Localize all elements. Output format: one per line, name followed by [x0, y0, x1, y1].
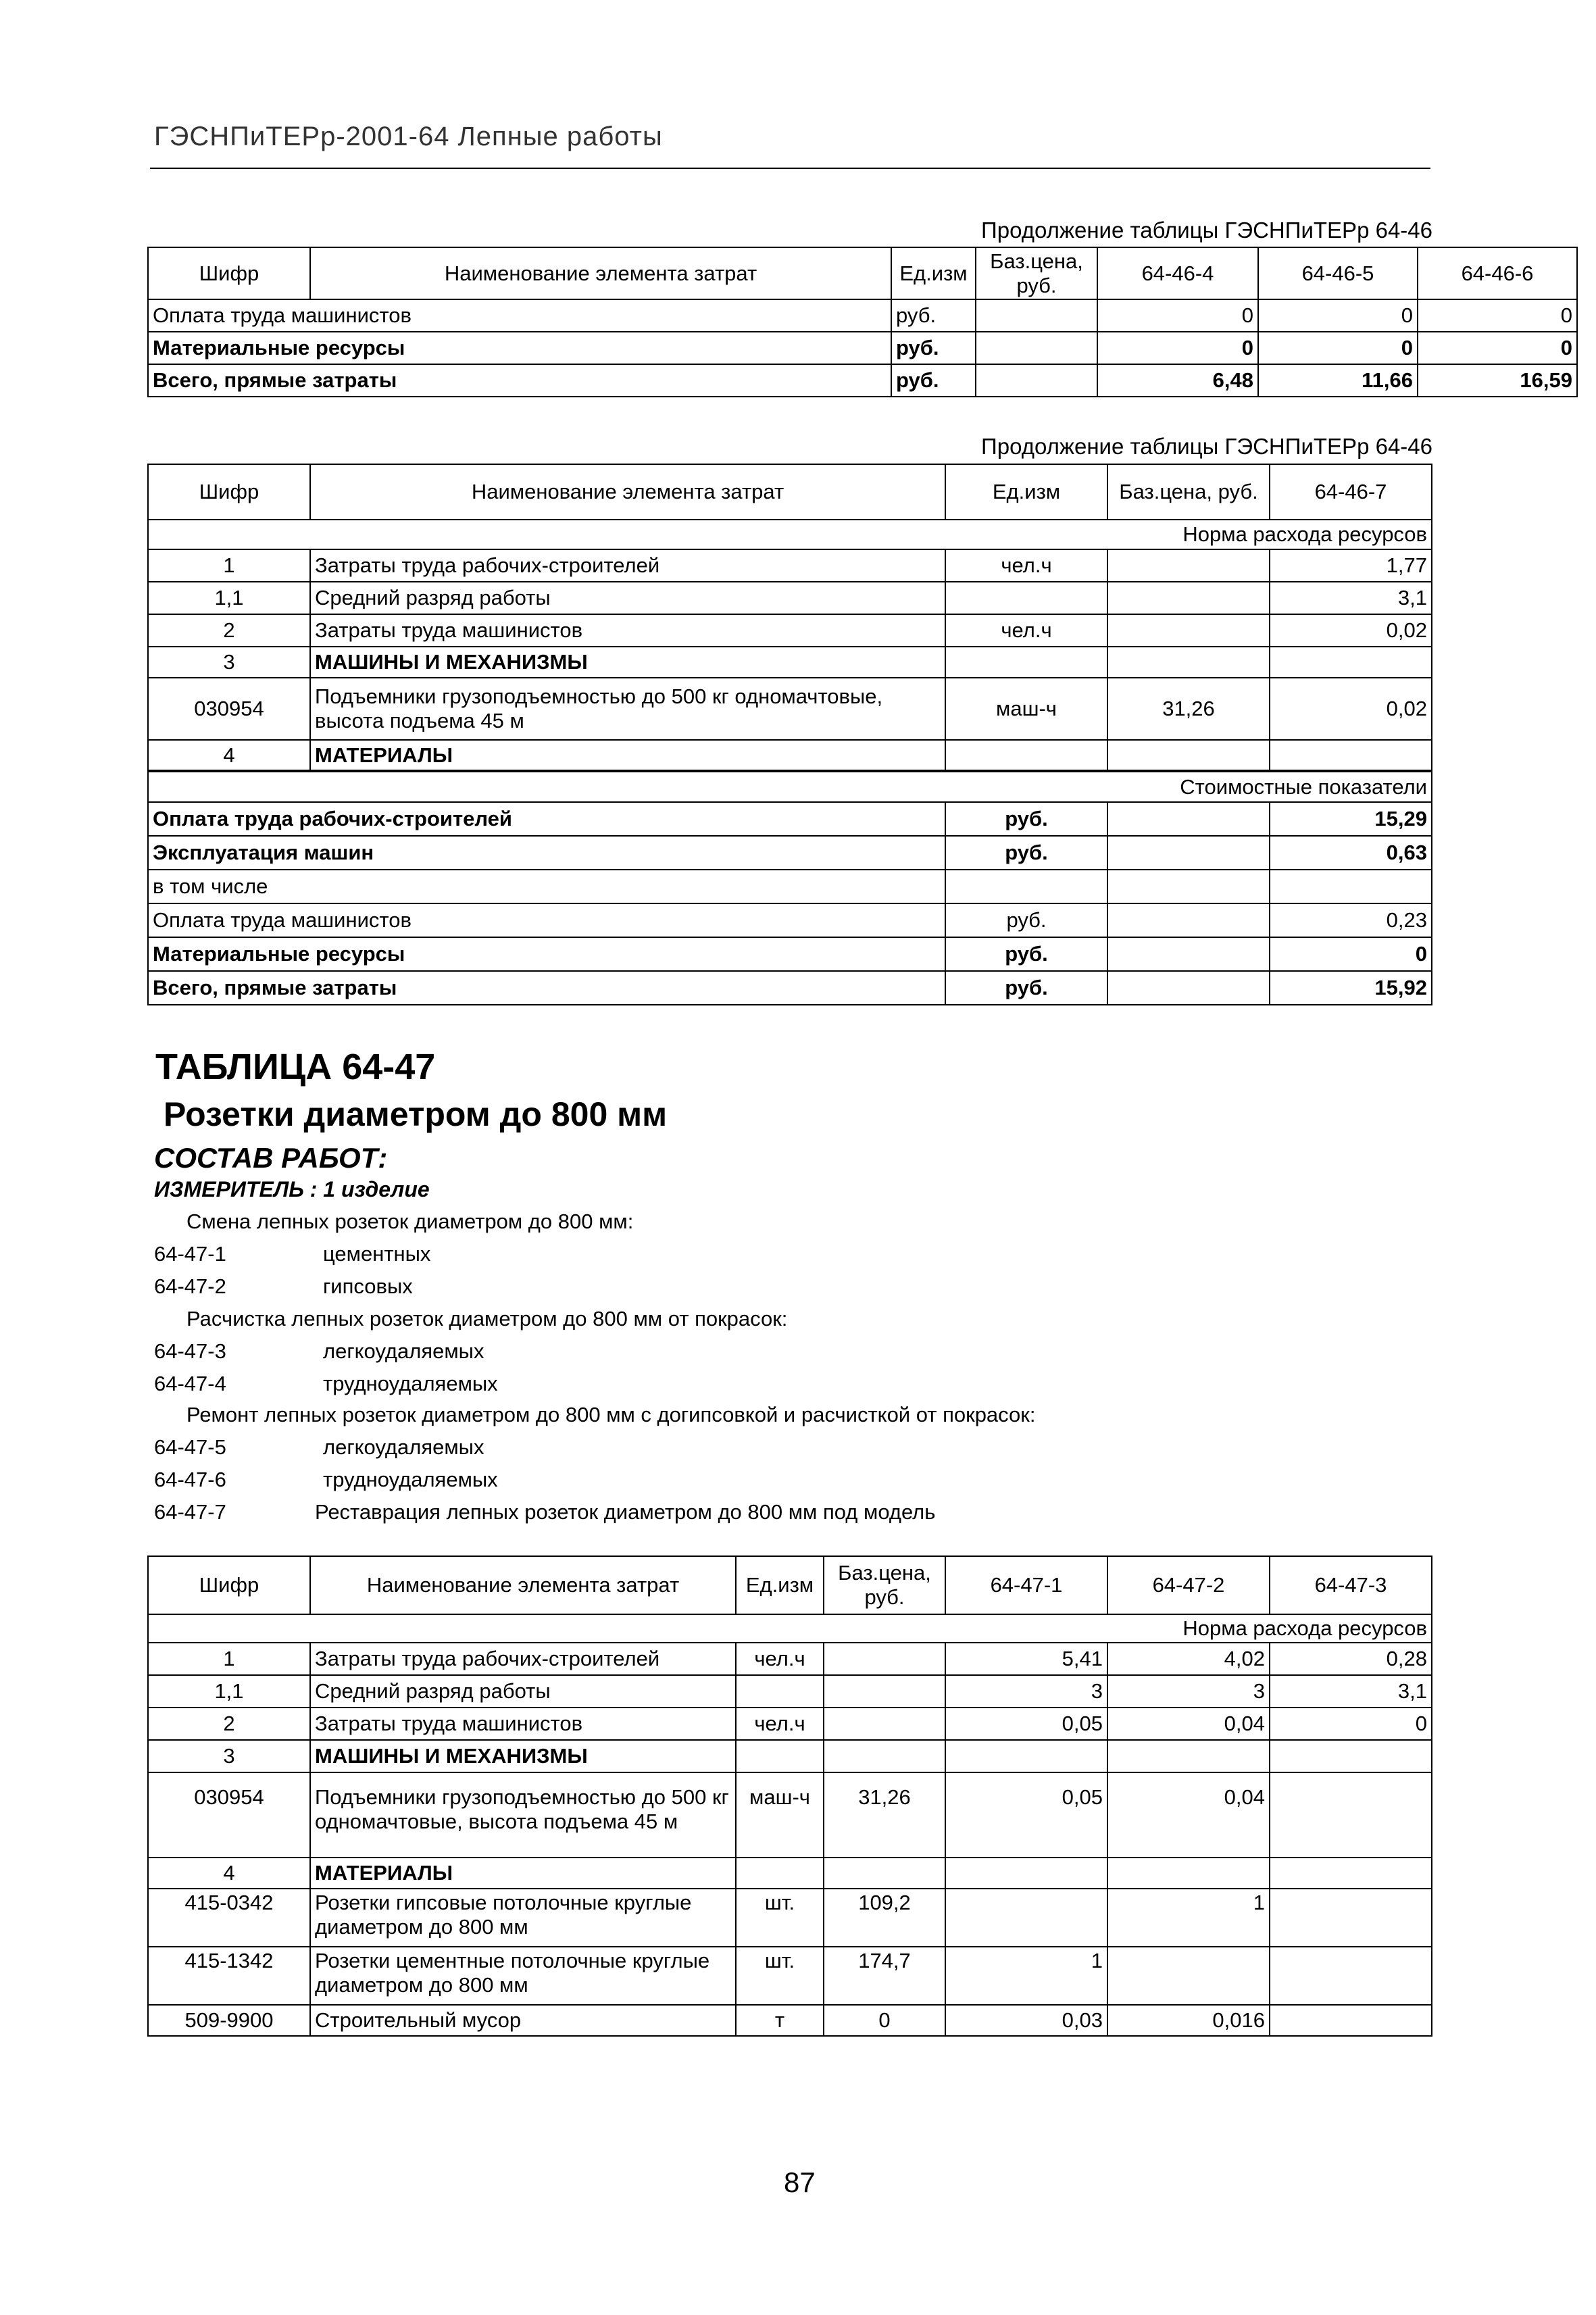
table-row — [148, 1708, 1432, 1740]
cost-row — [148, 971, 1432, 1005]
cost-value: 0,63 — [1270, 836, 1432, 870]
row-name: МАТЕРИАЛЫ — [310, 740, 945, 771]
cost-name: Эксплуатация машин — [148, 836, 945, 870]
row-name: Средний разряд работы — [310, 1675, 736, 1708]
row-value — [1270, 740, 1432, 771]
row-unit: чел.ч — [945, 549, 1107, 582]
col-64-46-7: 64-46-7 — [1270, 464, 1432, 520]
row-name: МАШИНЫ И МЕХАНИЗМЫ — [310, 1740, 736, 1772]
table1-caption: Продолжение таблицы ГЭСНПиТЕРр 64-46 — [981, 218, 1432, 243]
row-name: Розетки цементные потолочные круглые диаметром до 800 мм — [310, 1947, 736, 2005]
row-price: 0 — [824, 2005, 945, 2036]
cost-value: 0,23 — [1270, 903, 1432, 937]
row-unit: чел.ч — [736, 1708, 824, 1740]
row-code: 030954 — [148, 1772, 310, 1858]
cost-label: Стоимостные показатели — [148, 771, 1432, 802]
row-value: 4,02 — [1107, 1643, 1270, 1675]
work-code: 64-47-1 — [154, 1242, 226, 1266]
cost-unit: руб. — [945, 802, 1107, 836]
norm-label: Норма расхода ресурсов — [148, 520, 1432, 549]
row-value — [1270, 2005, 1432, 2036]
row-unit — [736, 1740, 824, 1772]
table-row — [148, 549, 1432, 582]
cost-name: в том числе — [148, 870, 945, 903]
col-unit: Ед.изм — [945, 464, 1107, 520]
table-row — [148, 678, 1432, 740]
row-value — [945, 1858, 1107, 1889]
row-name: Затраты труда рабочих-строителей — [310, 1643, 736, 1675]
work-text: легкоудаляемых — [323, 1339, 484, 1363]
row-name: Средний разряд работы — [310, 582, 945, 614]
col-code: Шифр — [148, 464, 310, 520]
row-name: МАТЕРИАЛЫ — [310, 1858, 736, 1889]
table-row — [148, 332, 1577, 364]
row-code: 1 — [148, 549, 310, 582]
cost-name: Материальные ресурсы — [148, 937, 945, 971]
row-price — [824, 1708, 945, 1740]
cost-value: 15,29 — [1270, 802, 1432, 836]
col-64-46-5: 64-46-5 — [1258, 247, 1418, 299]
table-header-row — [148, 247, 1577, 299]
row-value: 5,41 — [945, 1643, 1107, 1675]
row-unit: руб. — [891, 332, 976, 364]
cost-name: Оплата труда машинистов — [148, 903, 945, 937]
row-value — [1270, 1740, 1432, 1772]
row-code: 3 — [148, 647, 310, 678]
row-name: Розетки гипсовые потолочные круглые диаметром до 800 мм — [310, 1889, 736, 1947]
work-text: трудноудаляемых — [323, 1468, 498, 1491]
running-header: ГЭСНПиТЕРр-2001-64 Лепные работы — [154, 122, 663, 151]
cost-value — [1270, 870, 1432, 903]
row-code: 030954 — [148, 678, 310, 740]
row-price: 31,26 — [824, 1772, 945, 1858]
row-value: 0,04 — [1107, 1772, 1270, 1858]
row-value: 0 — [1258, 332, 1418, 364]
row-value — [945, 1740, 1107, 1772]
work-code: 64-47-2 — [154, 1274, 226, 1298]
table-header-row — [148, 464, 1432, 520]
cost-name: Оплата труда рабочих-строителей — [148, 802, 945, 836]
table2 — [147, 464, 1432, 1005]
row-code: 3 — [148, 1740, 310, 1772]
row-code: 415-0342 — [148, 1889, 310, 1947]
work-group-heading: Ремонт лепных розеток диаметром до 800 мм с догипсовкой и расчисткой от покрасок: — [186, 1403, 1036, 1426]
row-unit: шт. — [736, 1947, 824, 2005]
table-row — [148, 1772, 1432, 1858]
col-price: Баз.цена, руб. — [824, 1556, 945, 1614]
col-code: Шифр — [148, 247, 310, 299]
row-value — [945, 1889, 1107, 1947]
col-name: Наименование элемента затрат — [310, 1556, 736, 1614]
col-64-47-2: 64-47-2 — [1107, 1556, 1270, 1614]
row-price — [976, 332, 1097, 364]
composition-heading: СОСТАВ РАБОТ: — [154, 1142, 388, 1174]
row-value: 0,05 — [945, 1772, 1107, 1858]
row-price: 174,7 — [824, 1947, 945, 2005]
cost-price — [1107, 802, 1270, 836]
cost-value: 15,92 — [1270, 971, 1432, 1005]
row-name: Затраты труда машинистов — [310, 614, 945, 647]
row-code: 1 — [148, 1643, 310, 1675]
cost-value: 0 — [1270, 937, 1432, 971]
row-value: 6,48 — [1097, 364, 1258, 397]
cost-unit: руб. — [945, 903, 1107, 937]
row-code: 4 — [148, 740, 310, 771]
row-value: 0,04 — [1107, 1708, 1270, 1740]
row-price — [824, 1858, 945, 1889]
row-value: 3,1 — [1270, 1675, 1432, 1708]
work-text: гипсовых — [323, 1274, 413, 1298]
work-text: цементных — [323, 1242, 431, 1266]
col-name: Наименование элемента затрат — [310, 464, 945, 520]
table2-caption: Продолжение таблицы ГЭСНПиТЕРр 64-46 — [981, 434, 1432, 459]
cost-label-row — [148, 771, 1432, 802]
page-number: 87 — [784, 2166, 816, 2198]
cost-row — [148, 903, 1432, 937]
row-value: 1 — [945, 1947, 1107, 2005]
row-unit: т — [736, 2005, 824, 2036]
col-unit: Ед.изм — [891, 247, 976, 299]
row-name: Подъемники грузоподъемностью до 500 кг одномачтовые, высота подъема 45 м — [310, 1772, 736, 1858]
cost-price — [1107, 971, 1270, 1005]
work-code: 64-47-4 — [154, 1372, 226, 1395]
col-price: Баз.цена, руб. — [1107, 464, 1270, 520]
row-value — [1270, 1772, 1432, 1858]
row-price — [824, 1740, 945, 1772]
row-value — [1270, 1889, 1432, 1947]
row-name: Подъемники грузоподъемностью до 500 кг одномачтовые, высота подъема 45 м — [310, 678, 945, 740]
work-group-heading: Расчистка лепных розеток диаметром до 800 мм от покрасок: — [186, 1307, 788, 1330]
row-code: 4 — [148, 1858, 310, 1889]
row-value: 0,05 — [945, 1708, 1107, 1740]
row-price: 31,26 — [1107, 678, 1270, 740]
table-row — [148, 1675, 1432, 1708]
row-value: 0 — [1418, 332, 1577, 364]
row-price — [1107, 582, 1270, 614]
meter-label: ИЗМЕРИТЕЛЬ : 1 изделие — [154, 1177, 430, 1201]
work-code: 64-47-6 — [154, 1468, 226, 1491]
table-row — [148, 1889, 1432, 1947]
row-value: 16,59 — [1418, 364, 1577, 397]
row-price — [1107, 614, 1270, 647]
table-row — [148, 647, 1432, 678]
work-text: Реставрация лепных розеток диаметром до 800 мм под модель — [315, 1500, 936, 1524]
section-subtitle: Розетки диаметром до 800 мм — [164, 1095, 668, 1133]
row-value — [1270, 1858, 1432, 1889]
table-row — [148, 1643, 1432, 1675]
row-value: 1,77 — [1270, 549, 1432, 582]
table-row — [148, 1740, 1432, 1772]
row-code: 415-1342 — [148, 1947, 310, 2005]
row-unit: руб. — [891, 299, 976, 332]
norm-label-row — [148, 520, 1432, 549]
work-code: 64-47-3 — [154, 1339, 226, 1363]
row-unit — [945, 582, 1107, 614]
row-code: 1,1 — [148, 1675, 310, 1708]
work-group-heading: Смена лепных розеток диаметром до 800 мм: — [186, 1210, 634, 1233]
cost-price — [1107, 870, 1270, 903]
row-price — [1107, 549, 1270, 582]
row-price — [824, 1643, 945, 1675]
row-price — [976, 299, 1097, 332]
row-value — [1107, 1858, 1270, 1889]
row-code: 1,1 — [148, 582, 310, 614]
table-row — [148, 740, 1432, 771]
row-value: 0 — [1097, 299, 1258, 332]
cost-row — [148, 937, 1432, 971]
row-unit — [945, 647, 1107, 678]
row-unit: руб. — [891, 364, 976, 397]
row-code: 509-9900 — [148, 2005, 310, 2036]
table-title: ТАБЛИЦА 64-47 — [155, 1047, 436, 1087]
cost-row — [148, 870, 1432, 903]
row-code: 2 — [148, 1708, 310, 1740]
table-row — [148, 614, 1432, 647]
row-name: Оплата труда машинистов — [148, 299, 891, 332]
row-price — [1107, 647, 1270, 678]
cost-unit: руб. — [945, 937, 1107, 971]
table-row — [148, 2005, 1432, 2036]
col-64-47-3: 64-47-3 — [1270, 1556, 1432, 1614]
table-row — [148, 582, 1432, 614]
table1 — [147, 247, 1578, 397]
table-row — [148, 1947, 1432, 2005]
row-value — [1270, 1947, 1432, 2005]
work-code: 64-47-5 — [154, 1435, 226, 1459]
table-header-row — [148, 1556, 1432, 1614]
row-value — [1107, 1740, 1270, 1772]
col-64-47-1: 64-47-1 — [945, 1556, 1107, 1614]
row-value: 3,1 — [1270, 582, 1432, 614]
row-value: 0 — [1097, 332, 1258, 364]
row-value: 0,03 — [945, 2005, 1107, 2036]
cost-row — [148, 802, 1432, 836]
row-value: 0 — [1258, 299, 1418, 332]
table3 — [147, 1555, 1432, 2037]
norm-label-row — [148, 1614, 1432, 1643]
row-name: МАШИНЫ И МЕХАНИЗМЫ — [310, 647, 945, 678]
row-value — [1270, 647, 1432, 678]
row-unit: маш-ч — [736, 1772, 824, 1858]
row-name: Затраты труда рабочих-строителей — [310, 549, 945, 582]
cost-row — [148, 836, 1432, 870]
work-text: трудноудаляемых — [323, 1372, 498, 1395]
table-row — [148, 1858, 1432, 1889]
row-value: 0,02 — [1270, 678, 1432, 740]
row-value: 0,28 — [1270, 1643, 1432, 1675]
col-price: Баз.цена, руб. — [976, 247, 1097, 299]
row-unit — [736, 1858, 824, 1889]
row-name: Материальные ресурсы — [148, 332, 891, 364]
row-value: 1 — [1107, 1889, 1270, 1947]
row-value: 0 — [1270, 1708, 1432, 1740]
row-unit — [945, 740, 1107, 771]
row-value: 3 — [1107, 1675, 1270, 1708]
row-value: 0,016 — [1107, 2005, 1270, 2036]
row-unit: маш-ч — [945, 678, 1107, 740]
row-value: 3 — [945, 1675, 1107, 1708]
row-code: 2 — [148, 614, 310, 647]
row-price — [976, 364, 1097, 397]
norm-label: Норма расхода ресурсов — [148, 1614, 1432, 1643]
row-value: 0 — [1418, 299, 1577, 332]
cost-price — [1107, 903, 1270, 937]
row-unit: чел.ч — [945, 614, 1107, 647]
work-text: легкоудаляемых — [323, 1435, 484, 1459]
table-row — [148, 364, 1577, 397]
col-code: Шифр — [148, 1556, 310, 1614]
col-64-46-4: 64-46-4 — [1097, 247, 1258, 299]
table-row — [148, 299, 1577, 332]
cost-unit: руб. — [945, 836, 1107, 870]
row-price — [1107, 740, 1270, 771]
row-value: 11,66 — [1258, 364, 1418, 397]
row-name: Затраты труда машинистов — [310, 1708, 736, 1740]
row-value — [1107, 1947, 1270, 2005]
row-price — [824, 1675, 945, 1708]
col-unit: Ед.изм — [736, 1556, 824, 1614]
row-value: 0,02 — [1270, 614, 1432, 647]
cost-price — [1107, 937, 1270, 971]
row-price: 109,2 — [824, 1889, 945, 1947]
col-64-46-6: 64-46-6 — [1418, 247, 1577, 299]
row-unit — [736, 1675, 824, 1708]
cost-unit — [945, 870, 1107, 903]
col-name: Наименование элемента затрат — [310, 247, 891, 299]
work-code: 64-47-7 — [154, 1500, 226, 1524]
cost-unit: руб. — [945, 971, 1107, 1005]
row-unit: чел.ч — [736, 1643, 824, 1675]
row-name: Всего, прямые затраты — [148, 364, 891, 397]
row-unit: шт. — [736, 1889, 824, 1947]
row-name: Строительный мусор — [310, 2005, 736, 2036]
cost-name: Всего, прямые затраты — [148, 971, 945, 1005]
cost-price — [1107, 836, 1270, 870]
